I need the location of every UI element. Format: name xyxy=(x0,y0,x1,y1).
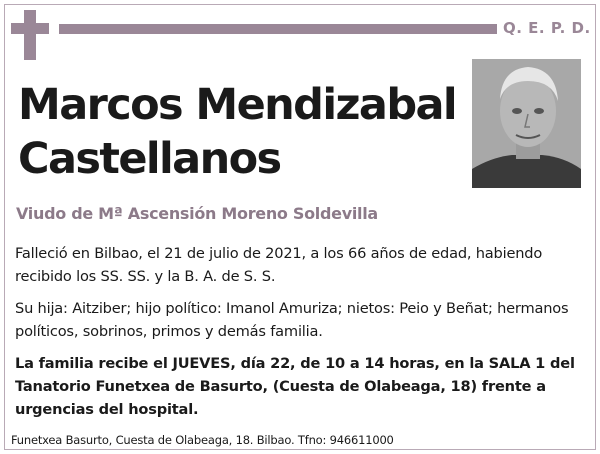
family-paragraph: Su hija: Aitziber; hijo político: Imanol Amuriza; nietos: Peio y Beñat; hermanos políticos, sobrinos, primos y demás familia. xyxy=(15,300,569,340)
qepd-label: Q. E. P. D. xyxy=(503,19,591,37)
header-divider-bar xyxy=(59,24,497,34)
visitation-paragraph: La familia recibe el JUEVES, día 22, de 10 a 14 horas, en la SALA 1 del Tanatorio Funetxea de Basurto, (Cuesta de Olabeaga, 18) frente a urgencias del hospital. xyxy=(15,355,575,418)
cross-icon-arm xyxy=(11,23,49,34)
cross-icon xyxy=(24,10,36,60)
death-announcement-paragraph: Falleció en Bilbao, el 21 de julio de 2021, a los 66 años de edad, habiendo recibido los SS. SS. y la B. A. de S. S. xyxy=(15,245,543,285)
deceased-name-line2: Castellanos xyxy=(18,134,281,184)
widow-line: Viudo de Mª Ascensión Moreno Soldevilla xyxy=(16,204,378,223)
portrait-photo xyxy=(472,59,581,188)
funeral-home-footer: Funetxea Basurto, Cuesta de Olabeaga, 18. Bilbao. Tfno: 946611000 xyxy=(11,433,394,447)
deceased-name-line1: Marcos Mendizabal xyxy=(18,80,457,130)
portrait-photo-image xyxy=(472,59,581,188)
deceased-name xyxy=(18,78,468,186)
